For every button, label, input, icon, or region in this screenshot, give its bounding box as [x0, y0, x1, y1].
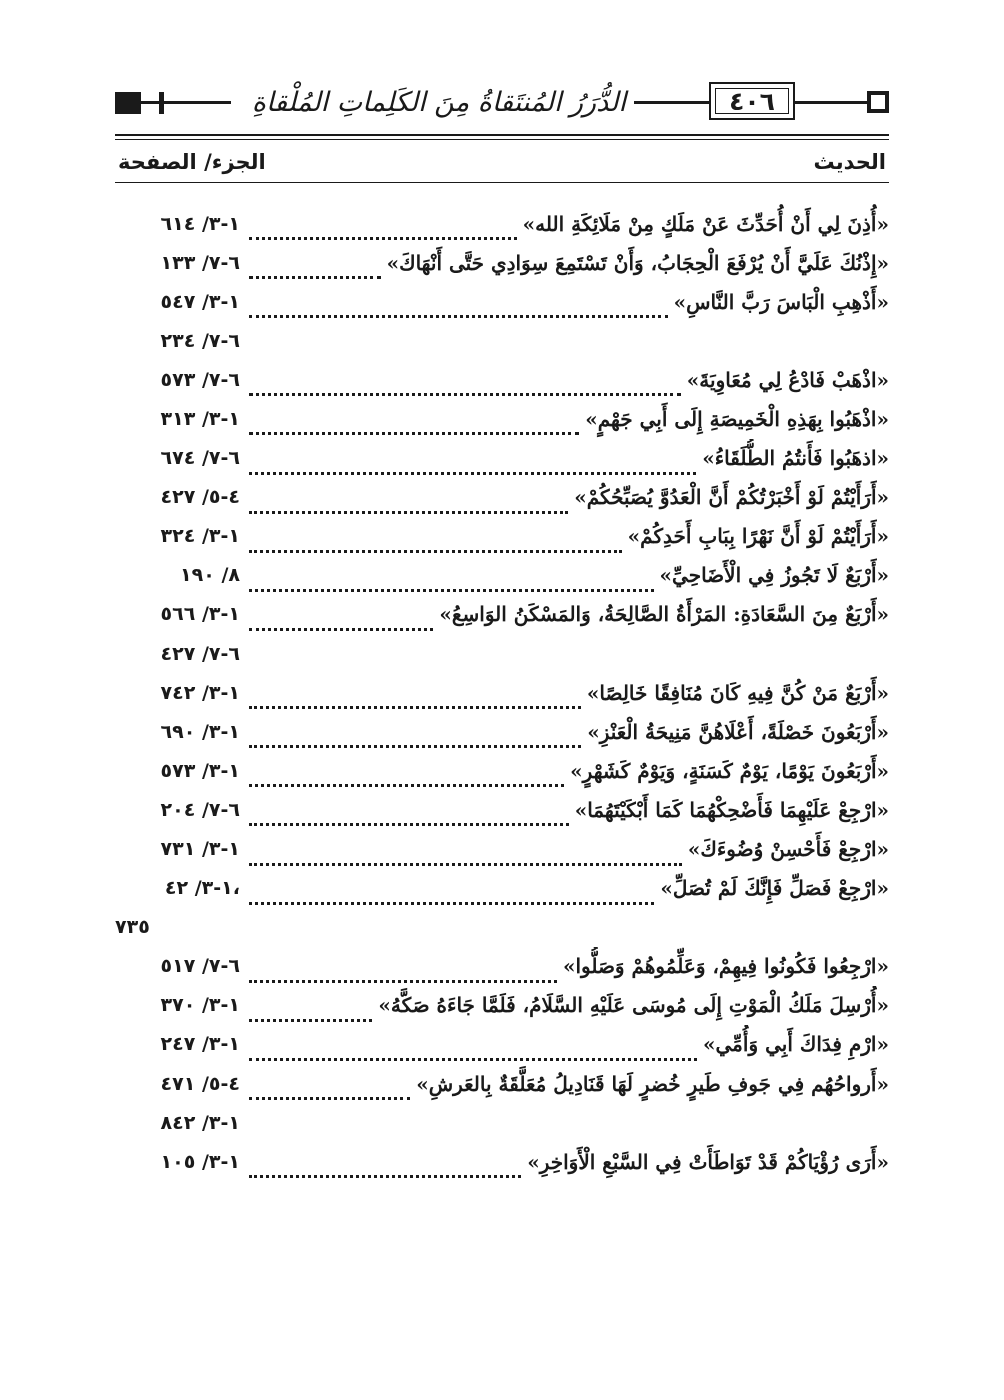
dot-leader	[249, 1038, 697, 1061]
dot-leader	[249, 686, 581, 709]
header-rule	[141, 101, 231, 104]
header-underline	[115, 134, 889, 140]
hadith-text: «أَرْبَعُونَ يَوْمًا، يَوْمٌ كَسَنَةٍ، وَيَوْمٌ كَشَهْرٍ»	[570, 758, 889, 783]
volume-page-ref: ٤-٥/ ٤٢٧	[160, 486, 240, 509]
dot-leader	[249, 843, 682, 866]
volume-page-ref: ٦-٧/ ٦٧٤	[160, 447, 240, 470]
hadith-text: «أَرواحُهُم فِي جَوفِ طَيرٍ خُضرٍ لَهَا قَنَادِيلُ مُعَلَّقَةٌ بِالعَرشِ»	[416, 1071, 889, 1096]
volume-page-ref: ١-٣/ ٣١٣	[160, 407, 240, 430]
hadith-entry	[249, 1142, 889, 1181]
column-heading-hadith: الحديث	[813, 150, 886, 174]
column-heading-reference: الجزء/ الصفحة	[118, 150, 266, 174]
hadith-entry	[249, 1064, 889, 1103]
volume-page-ref: ٦-٧/ ٢٠٤	[160, 798, 240, 821]
hadith-entry	[249, 556, 889, 595]
hadith-entry	[249, 986, 889, 1025]
index-row	[115, 360, 889, 399]
hadith-index	[115, 204, 889, 1181]
index-row	[115, 751, 889, 790]
hadith-entry	[249, 869, 889, 908]
hadith-text: «ارْجِعْ فَصَلِّ فَإِنَّكَ لَمْ تُصَلِّ»	[660, 876, 889, 901]
dot-leader	[249, 608, 433, 631]
volume-page-ref: ١-٣/ ٧٣١	[160, 838, 240, 860]
hadith-text: «أَرْبَعٌ مَنْ كُنَّ فِيهِ كَانَ مُنَافِقًا خَالِصًا»	[586, 680, 889, 705]
index-row	[115, 908, 889, 947]
dot-leader	[249, 764, 564, 787]
dot-leader	[249, 882, 654, 905]
dot-leader	[249, 999, 372, 1022]
index-row	[115, 634, 889, 673]
hadith-text: «اذْهَبْ فَادْعُ لِي مُعَاوِيَةَ»	[686, 367, 889, 392]
volume-page-ref: ٦-٧/ ١٣٣	[160, 251, 240, 274]
index-row	[115, 321, 889, 360]
dot-leader	[249, 803, 569, 826]
dot-leader	[249, 1077, 410, 1100]
hadith-text: «أَرْبَعٌ مِنَ السَّعَادَةِ: المَرْأَةُ الصَّالِحَةُ، وَالمَسْكَنُ الوَاسِعُ»	[439, 602, 889, 627]
index-row	[115, 869, 889, 908]
heading-separator	[115, 182, 889, 183]
hadith-text: «أُرْسِلَ مَلَكُ الْمَوْتِ إِلَى مُوسَى عَلَيْهِ السَّلَامُ، فَلَمَّا جَاءَهُ صَكَّهُ»	[378, 993, 889, 1018]
hadith-text: «ارْجِعْ عَلَيْهِمَا فَأَضْحِكْهُمَا كَمَا أَبْكَيْتَهُمَا»	[574, 797, 889, 822]
hadith-entry	[249, 478, 889, 517]
hadith-text: «اذهَبُوا فَأَنتُمُ الطُّلَقَاءُ»	[702, 446, 889, 471]
index-row	[115, 204, 889, 243]
dot-leader	[249, 452, 696, 475]
index-row	[115, 1142, 889, 1181]
hadith-text: «أُذِنَ لِي أَنْ أُحَدِّثَ عَنْ مَلَكٍ مِنْ مَلَائِكَةِ الله»	[522, 211, 889, 236]
hadith-text: «إِذْنُكَ عَلَيَّ أَنْ يُرْفَعَ الْحِجَابُ، وَأَنْ تَسْتَمِعَ سِوَادِي حَتَّى أَنْهَاكَ»	[386, 250, 889, 275]
volume-page-ref: ١-٣/ ٥٤٧	[160, 290, 240, 313]
header-ornament-square	[867, 91, 889, 113]
volume-page-ref: ٧٣٥	[115, 916, 150, 939]
index-row	[115, 282, 889, 321]
volume-page-ref: ٤-٥/ ٤٧١	[160, 1072, 240, 1095]
hadith-entry	[249, 1025, 889, 1064]
dot-leader	[249, 412, 579, 435]
dot-leader	[249, 960, 557, 983]
volume-page-ref: ٦-٧/ ٥٧٣	[160, 368, 240, 391]
dot-leader	[249, 1155, 521, 1178]
volume-page-ref: ٦-٧/ ٤٢٧	[160, 642, 240, 665]
hadith-entry	[249, 830, 889, 869]
index-row	[115, 830, 889, 869]
dot-leader	[249, 256, 381, 279]
hadith-entry	[249, 360, 889, 399]
index-row	[115, 439, 889, 478]
volume-page-ref: ٦-٧/ ٥١٧	[160, 955, 240, 978]
volume-page-ref: ٨/ ١٩٠	[180, 564, 240, 587]
volume-page-ref: ١-٣/ ٦١٤	[160, 212, 240, 235]
dot-leader	[249, 295, 668, 318]
hadith-entry	[249, 399, 889, 438]
hadith-entry	[249, 517, 889, 556]
hadith-entry	[249, 243, 889, 282]
hadith-entry	[249, 751, 889, 790]
page-number-frame	[709, 82, 795, 120]
index-row	[115, 478, 889, 517]
page-number: ٤٠٦	[729, 86, 775, 116]
index-row	[115, 673, 889, 712]
hadith-text: «أَرَأَيْتُمْ لَوْ أَنَّ نَهْرًا بِبَابِ أَحَدِكُمْ»	[627, 524, 889, 549]
index-row	[115, 399, 889, 438]
volume-page-ref: ١-٣/ ٢٤٧	[160, 1033, 240, 1056]
hadith-entry	[249, 947, 889, 986]
index-row	[115, 1064, 889, 1103]
dot-leader	[249, 491, 568, 514]
hadith-text: «ارْمِ فِدَاكَ أَبِي وَأُمِّي»	[703, 1032, 889, 1057]
hadith-entry	[249, 282, 889, 321]
volume-page-ref: ١-٣/ ٦٩٠	[160, 720, 240, 743]
index-row	[115, 595, 889, 634]
volume-page-ref: ١-٣/ ٣٧٠	[160, 994, 240, 1017]
dot-leader	[249, 569, 654, 592]
hadith-text: «أَذْهِبِ الْبَاسَ رَبَّ النَّاسِ»	[673, 289, 889, 314]
volume-page-ref: ١-٣/ ٥٦٦	[160, 603, 240, 626]
hadith-text: «أَرْبَعٌ لَا تَجُوزُ فِي الْأَضَاحِيِّ»	[659, 563, 889, 588]
book-title: الدُّرَرُ المُنتَقاةُ مِنَ الكَلِماتِ المُلْقاةِ	[244, 80, 634, 124]
volume-page-ref: ١-٣/ ٤٢،	[164, 877, 240, 900]
index-row	[115, 243, 889, 282]
hadith-entry	[249, 673, 889, 712]
header-rule	[795, 101, 867, 104]
dot-leader	[249, 530, 622, 553]
hadith-text: «ارْجِعُوا فَكُونُوا فِيهِمْ، وَعَلِّمُوهُمْ وَصَلُّوا»	[562, 954, 889, 979]
index-row	[115, 517, 889, 556]
volume-page-ref: ١-٣/ ٥٧٣	[160, 759, 240, 782]
volume-page-ref: ١-٣/ ٣٢٤	[160, 525, 240, 548]
hadith-text: «أَرْبَعُونَ خَصْلَةً، أَعْلَاهُنَّ مَنِيحَةُ الْعَنْزِ»	[587, 719, 889, 744]
index-row	[115, 712, 889, 751]
dot-leader	[249, 373, 681, 396]
index-row	[115, 556, 889, 595]
volume-page-ref: ١-٣/ ١٠٥	[160, 1150, 240, 1173]
volume-page-ref: ٦-٧/ ٢٣٤	[160, 329, 240, 352]
index-row	[115, 986, 889, 1025]
hadith-text: «أَرَأَيْتُمْ لَوْ أَخْبَرْتُكُمْ أَنَّ الْعَدُوَّ يُصَبِّحُكُمْ»	[574, 485, 889, 510]
hadith-text: «أَرَى رُؤْيَاكُمْ قَدْ تَوَاطَأَتْ فِي السَّبْعِ الْأَوَاخِرِ»	[527, 1149, 889, 1174]
index-row	[115, 1025, 889, 1064]
index-row	[115, 947, 889, 986]
hadith-entry	[249, 712, 889, 751]
volume-page-ref: ١-٣/ ٧٤٢	[160, 681, 240, 704]
index-row	[115, 1103, 889, 1142]
hadith-entry	[249, 595, 889, 634]
hadith-entry	[249, 439, 889, 478]
index-row	[115, 790, 889, 829]
hadith-text: «ارْجِعْ فَأَحْسِنْ وُضُوءَكَ»	[687, 837, 889, 861]
dot-leader	[249, 217, 517, 240]
running-header	[115, 80, 889, 124]
hadith-entry	[249, 204, 889, 243]
volume-page-ref: ١-٣/ ٨٤٢	[160, 1111, 240, 1134]
header-ornament-block	[115, 92, 141, 114]
hadith-entry	[249, 790, 889, 829]
dot-leader	[249, 725, 581, 748]
hadith-text: «اذْهَبُوا بِهَذِهِ الْخَمِيصَةِ إِلَى أَبِي جَهْمٍ»	[585, 406, 889, 431]
